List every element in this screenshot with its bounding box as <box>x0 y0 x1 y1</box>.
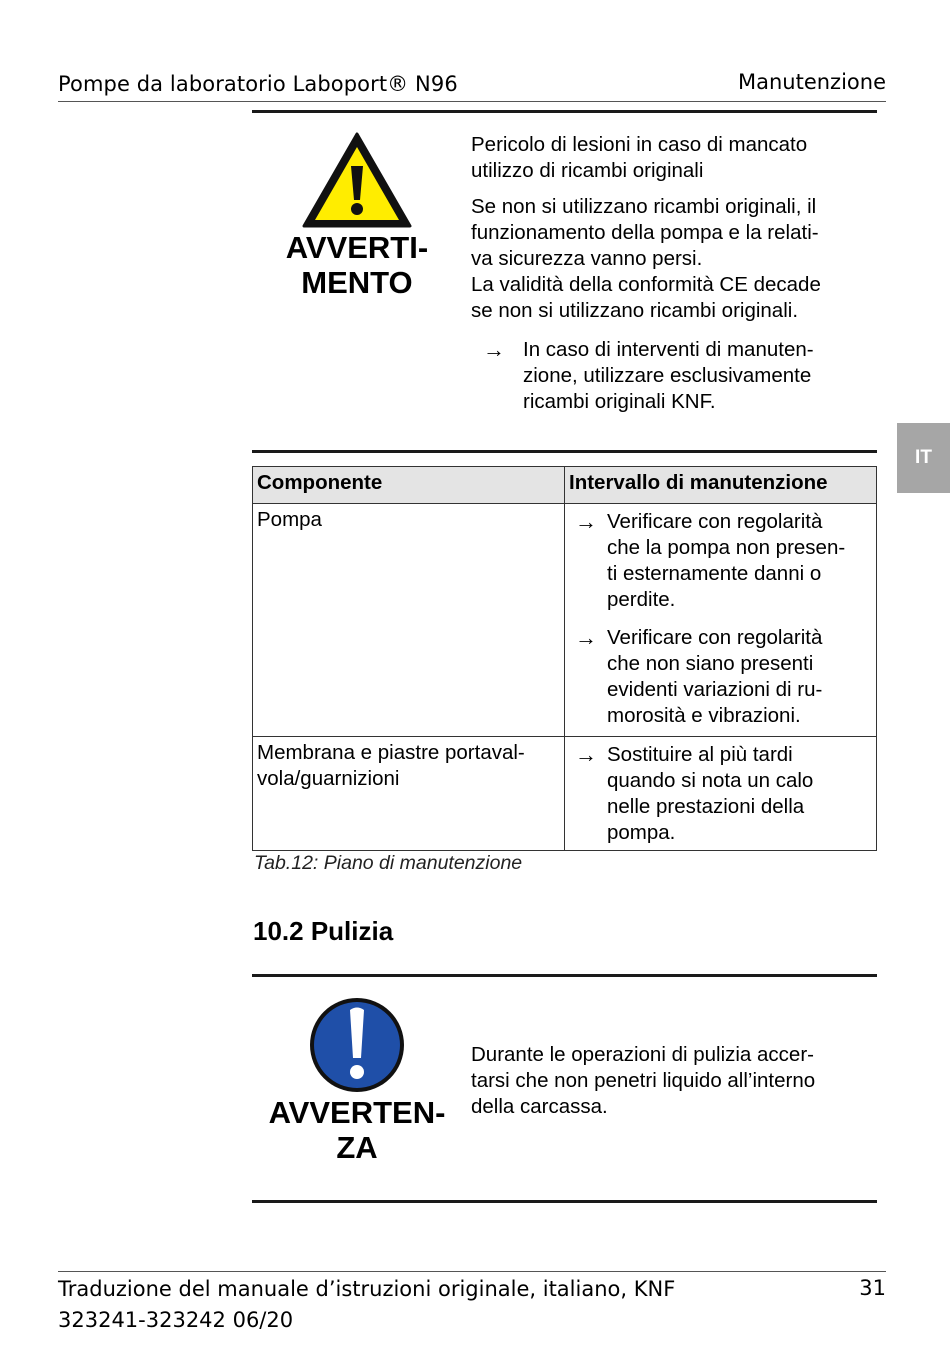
warning-body: Se non si utilizzano ricambi originali, il funzionamento della pompa e la relati- va sicurezza vanno persi. La validità della conformità CE decade se non si utilizzano ricambi originali. <box>471 195 821 322</box>
maintenance-table <box>252 466 877 851</box>
header-title: Pompe da laboratorio Laboport® N96 <box>58 72 458 96</box>
page-number: 31 <box>859 1276 886 1300</box>
notice-bottom-rule <box>252 1200 877 1203</box>
warning-title: Pericolo di lesioni in caso di mancato utilizzo di ricambi originali <box>471 133 808 182</box>
warning-action: → In caso di interventi di manuten- zione, utilizzare esclusivamente ricambi originali KNF. <box>483 337 814 413</box>
notice-body: Durante le operazioni di pulizia accer- tarsi che non penetri liquido all’interno della carcassa. <box>471 1043 816 1118</box>
footer-divider <box>58 1271 886 1272</box>
component-cell: Membrana e piastre portaval- vola/guarnizioni <box>253 737 565 851</box>
column-header-component: Componente <box>253 467 565 504</box>
notice-signal-word: AVVERTEN- ZA <box>268 1095 446 1165</box>
list-item: → Sostituire al più tardi quando si nota un calo nelle prestazioni della pompa. <box>575 742 814 844</box>
section-heading: 10.2 Pulizia <box>253 916 394 946</box>
arrow-right-icon: → <box>483 337 505 362</box>
table-caption: Tab.12: Piano di manutenzione <box>254 852 523 874</box>
warning-triangle-icon <box>300 130 414 230</box>
footer-translation-note: Traduzione del manuale d’istruzioni originale, italiano, KNF <box>58 1277 676 1301</box>
interval-cell <box>565 504 877 737</box>
list-item: → Verificare con regolarità che non siano presenti evidenti variazioni di ru- morosità e vibrazioni. <box>575 625 823 727</box>
interval-cell <box>565 737 877 851</box>
arrow-right-icon: → <box>575 742 597 767</box>
component-cell: Pompa <box>253 504 565 737</box>
warning-top-rule <box>252 110 877 113</box>
table-header-row <box>253 467 877 504</box>
column-header-interval: Intervallo di manutenzione <box>565 467 877 504</box>
language-tab-label: IT <box>915 447 932 468</box>
mandatory-exclamation-icon <box>308 996 406 1094</box>
arrow-right-icon: → <box>575 625 597 650</box>
warning-signal-word: AVVERTI- MENTO <box>285 230 429 300</box>
header-section: Manutenzione <box>737 70 886 94</box>
language-tab[interactable] <box>897 423 950 493</box>
table-row <box>253 504 877 737</box>
list-item: → Verificare con regolarità che la pompa non presen- ti esternamente danni o perdite. <box>575 509 846 611</box>
table-row <box>253 737 877 851</box>
notice-top-rule <box>252 974 877 977</box>
arrow-right-icon: → <box>575 509 597 534</box>
footer-document-number: 323241-323242 06/20 <box>58 1308 294 1332</box>
header-divider <box>58 101 886 102</box>
warning-bottom-rule <box>252 450 877 453</box>
